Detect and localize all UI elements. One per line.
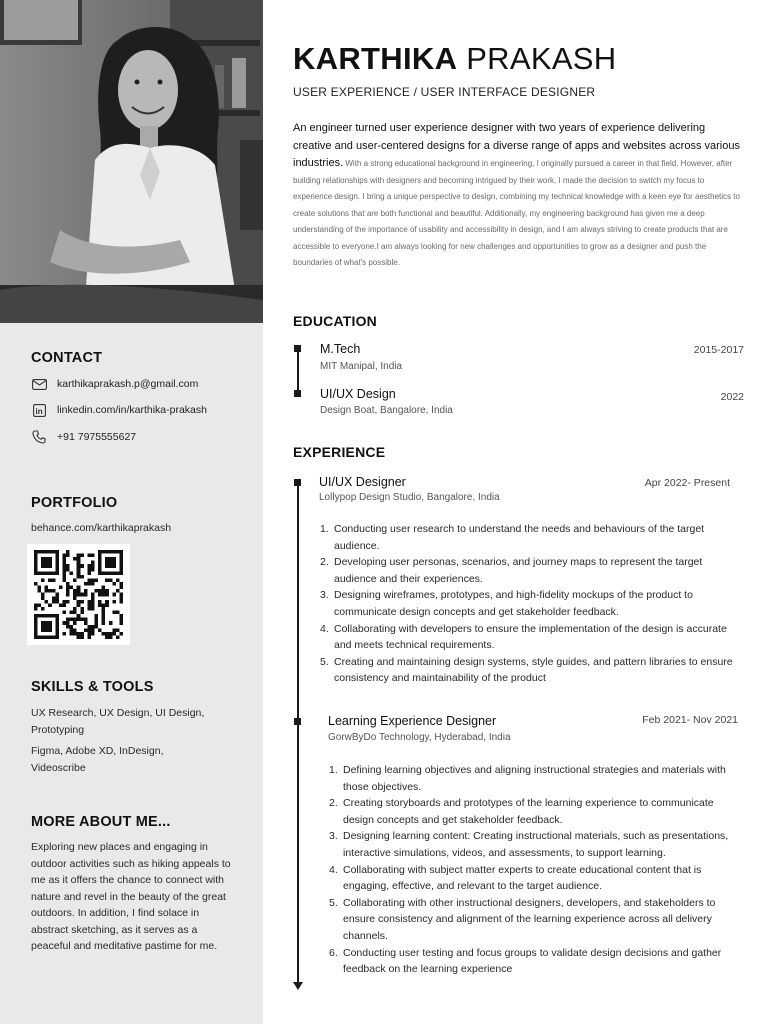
education-timeline [297,348,299,394]
duty-item: Conducting user research to understand the needs and behaviours of the target audience. [334,523,705,552]
portfolio-heading: PORTFOLIO [31,495,118,511]
summary [293,120,745,272]
job-company: Lollypop Design Studio, Bangalore, India [319,492,500,503]
education-degree: M.Tech [320,342,361,356]
duty-item: Designing wireframes, prototypes, and high-fidelity mockups of the product to communicate design concepts and get stakeholder feedback. [334,589,693,618]
education-school: Design Boat, Bangalore, India [320,405,453,416]
contact-linkedin[interactable] [31,402,207,418]
job-title: Learning Experience Designer [328,714,497,728]
svg-text:in: in [35,406,43,416]
job-title: UI/UX Designer [319,475,406,489]
education-marker [294,390,301,397]
phone-icon [31,429,47,445]
job-dates: Apr 2022- Present [644,477,730,489]
duty-item: Conducting user testing and focus groups to validate design decisions and gather feedback on the learning experience [343,946,722,976]
skills-tools: Figma, Adobe XD, InDesign, Videoscribe [31,745,164,774]
experience-marker [294,718,301,725]
duty-item: Developing user personas, scenarios, and journey maps to represent the target audience and their experiences. [334,556,703,585]
summary-body: With a strong educational background in engineering, I originally pursued a career in that field. However, after building relationships with designers and becoming intrigued by their work, I made the decision to switch my focus to experience design. I bring a unique perspective to design, combining my technical knowledge with a keen eye for aesthetics to create solutions that are both functional and beautiful. Additionally, my engineering background has given me a deep understanding of the importance of usability and accessibility in design, and I am always striving to create products that are accessible to everyone.I am always looking for new challenges and opportunities to grow as a designer and push the boundaries of what's possible. [293,159,740,267]
experience-marker [294,479,301,486]
duty-item: Creating storyboards and prototypes of the learning experience to communicate design concepts and get stakeholder feedback. [343,797,714,826]
last-name: PRAKASH [466,41,617,76]
phone-text[interactable]: +91 7975555627 [57,431,137,443]
education-years: 2015-2017 [693,344,744,356]
qr-code[interactable] [27,544,130,645]
job-dates: Feb 2021- Nov 2021 [642,714,738,726]
job-company: GorwByDo Technology, Hyderabad, India [328,732,511,743]
mail-icon [31,376,47,392]
linkedin-text[interactable]: linkedin.com/in/karthika-prakash [57,404,207,416]
summary-lead: An engineer turned user experience designer with two years of experience delivering creative and user-centered designs for a diverse range of apps and websites across various industries. [293,122,740,169]
duty-item: Collaborating with developers to ensure the implementation of the design is accurate and meets technical requirements. [334,622,727,652]
skills-heading: SKILLS & TOOLS [31,679,154,695]
education-marker [294,345,301,352]
education-degree: UI/UX Design [320,387,396,401]
skills-methods: UX Research, UX Design, UI Design, Prototyping [31,707,205,736]
duty-item: Creating and maintaining design systems, style guides, and pattern libraries to ensure consistency and maintainability of the product [334,655,733,685]
experience-timeline [297,482,299,984]
job-duties [320,521,740,687]
sidebar [0,0,263,1024]
contact-email[interactable] [31,376,198,392]
linkedin-icon [31,402,47,418]
first-name: KARTHIKA [293,41,458,76]
job-role: USER EXPERIENCE / USER INTERFACE DESIGNER [293,85,596,99]
timeline-end-arrow [293,982,303,990]
email-text[interactable]: karthikaprakash.p@gmail.com [57,378,199,390]
contact-phone[interactable] [31,429,136,445]
profile-photo [0,0,263,323]
education-years: 2022 [720,391,744,403]
education-school: MIT Manipal, India [320,361,403,372]
portfolio-link[interactable]: behance.com/karthikaprakash [31,522,172,534]
about-heading: MORE ABOUT ME... [31,814,171,830]
duty-item: Collaborating with subject matter experts to create educational content that is engaging, effective, and relevant to the target audience. [343,863,702,893]
experience-heading: EXPERIENCE [293,444,386,460]
about-text: Exploring new places and engaging in outdoor activities such as hiking appeals to me as it offers the chance to connect with nature and revel in the beauty of the great outdoors. In addition, I find solace in abstract sketching, as it serves as a peaceful and meditative pastime for me. [31,841,231,952]
duty-item: Designing learning content: Creating instructional materials, such as presentations, interactive simulations, videos, and assessments, to support learning. [343,830,729,859]
education-heading: EDUCATION [293,313,377,329]
contact-heading: CONTACT [31,350,103,366]
job-duties [329,762,745,978]
duty-item: Defining learning objectives and aligning instructional strategies and materials with those objectives. [343,764,726,793]
duty-item: Collaborating with other instructional designers, developers, and stakeholders to ensure consistency and alignment of the learning experience across all delivery channels. [343,896,716,942]
full-name [293,41,616,77]
